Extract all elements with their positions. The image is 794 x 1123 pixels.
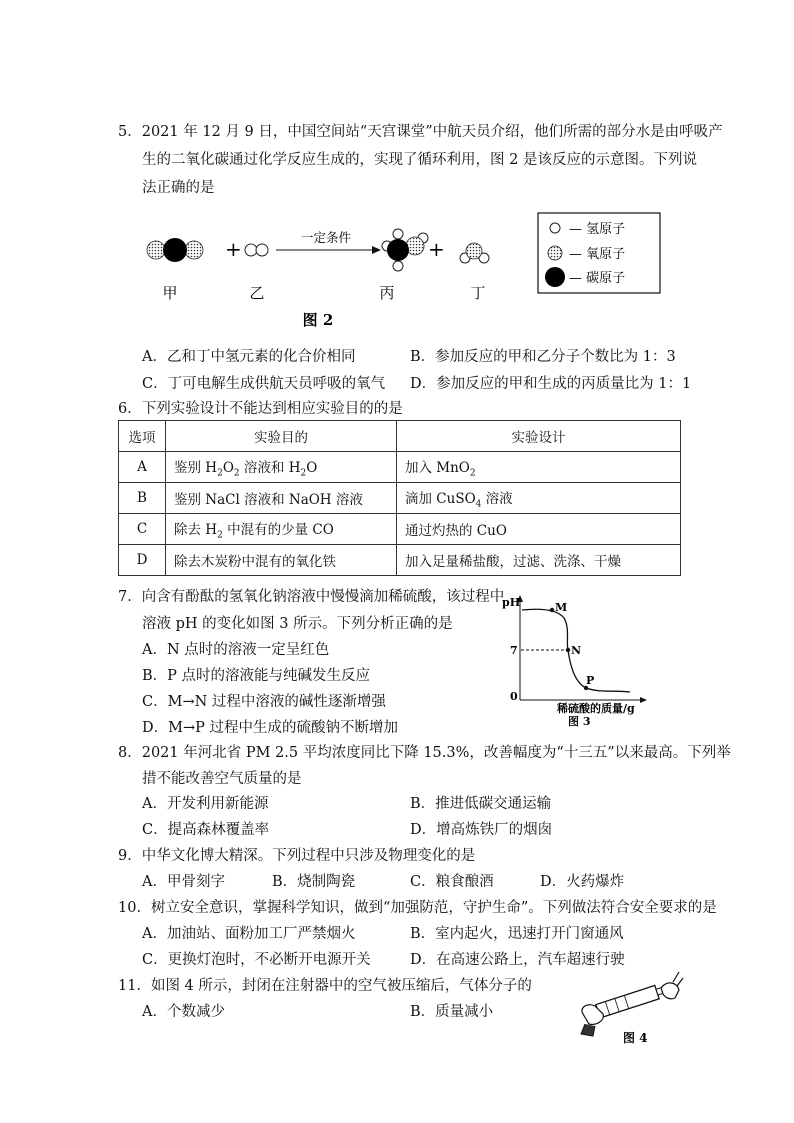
y-tick-7: 7 [510, 644, 518, 657]
row-design: 滴加 CuSO$_4$ 溶液 [397, 483, 681, 514]
q8-option-c: C．提高森林覆盖率 [142, 822, 270, 838]
y-axis-label: pH [502, 596, 521, 609]
row-option: A [119, 452, 166, 483]
row-purpose: 除去木炭粉中混有的氧化铁 [166, 545, 397, 576]
label-bing: 丙 [379, 284, 395, 302]
q5-line1: 5．2021 年 12 月 9 日，中国空间站“天宫课堂”中航天员介绍，他们所需的部分水是由呼吸产 [118, 124, 723, 140]
table-row [119, 483, 681, 514]
row-design: 加入 MnO$_2$ [397, 452, 681, 483]
q11-option-a: A．个数减少 [142, 1004, 225, 1020]
syringe-figure [575, 968, 685, 1048]
right-hand-icon [661, 983, 679, 999]
q5-line2: 生的二氧化碳通过化学反应生成的，实现了循环利用，图 2 是该反应的示意图。下列说 [142, 152, 697, 168]
point-n-label: N [571, 644, 582, 657]
legend-carbon: — 碳原子 [569, 271, 626, 286]
co2-molecule [147, 238, 203, 262]
point-n-dot [566, 648, 570, 652]
q11-option-b: B．质量减小 [410, 1004, 494, 1020]
q10-stem: 10．树立安全意识，掌握科学知识，做到“加强防范，守护生命”。下列做法符合安全要求的是 [118, 900, 717, 916]
point-m-dot [550, 608, 554, 612]
experiment-table [118, 420, 681, 576]
table-header-row [119, 421, 681, 452]
q8-option-a: A．开发利用新能源 [142, 796, 269, 812]
h2-molecule [245, 244, 268, 256]
q10-option-d: D．在高速公路上，汽车超速行驶 [410, 952, 625, 968]
q9-stem: 9．中华文化博大精深。下列过程中只涉及物理变化的是 [118, 848, 476, 864]
row-design: 加入足量稀盐酸，过滤、洗涤、干燥 [397, 545, 681, 576]
label-ding: 丁 [470, 284, 486, 302]
q5-option-d: D．参加反应的甲和生成的丙质量比为 1：1 [410, 376, 692, 392]
legend-oxygen: — 氧原子 [569, 247, 626, 262]
q8-option-b: B．推进低碳交通运输 [410, 796, 552, 812]
row-option: C [119, 514, 166, 545]
q6-stem: 6．下列实验设计不能达到相应实验目的的是 [118, 401, 403, 417]
row-option: B [119, 483, 166, 514]
methanol-molecule [382, 229, 428, 271]
left-sleeve-icon [581, 1024, 595, 1036]
q8-option-d: D．增高炼铁厂的烟囱 [410, 822, 553, 838]
q7-line2: 溶液 pH 的变化如图 3 所示。下列分析正确的是 [142, 616, 453, 632]
q7-option-c: C．M→N 过程中溶液的碱性逐渐增强 [142, 694, 386, 710]
figure-2-caption: 图 2 [302, 311, 334, 329]
q7-option-d: D．M→P 过程中生成的硫酸钠不断增加 [142, 720, 398, 736]
q9-option-b: B．烧制陶瓷 [272, 874, 356, 890]
header-option: 选项 [119, 421, 166, 452]
atom-legend [538, 213, 660, 293]
label-jia: 甲 [162, 284, 178, 302]
q9-option-d: D．火药爆炸 [540, 874, 625, 890]
q8-line2: 措不能改善空气质量的是 [142, 771, 302, 787]
row-option: D [119, 545, 166, 576]
water-molecule [460, 243, 489, 263]
plus-sign-2: + [428, 237, 445, 261]
q11-stem: 11．如图 4 所示，封闭在注射器中的空气被压缩后，气体分子的 [118, 978, 532, 994]
q8-line1: 8．2021 年河北省 PM 2.5 平均浓度同比下降 15.3%，改善幅度为“十三五”以来最高。下列举 [118, 745, 731, 761]
origin-label: 0 [510, 690, 518, 703]
table-row [119, 514, 681, 545]
q5-option-c: C．丁可电解生成供航天员呼吸的氧气 [142, 376, 386, 392]
label-yi: 乙 [249, 284, 265, 302]
point-m-label: M [555, 601, 568, 614]
q5-option-b: B．参加反应的甲和乙分子个数比为 1：3 [410, 349, 676, 365]
figure-4-caption: 图 4 [623, 1031, 648, 1045]
q5-option-a: A．乙和丁中氢元素的化合价相同 [142, 349, 356, 365]
x-axis-label: 稀硫酸的质量/g [557, 702, 635, 715]
header-purpose: 实验目的 [166, 421, 397, 452]
row-design: 通过灼热的 CuO [397, 514, 681, 545]
reaction-diagram [130, 210, 690, 335]
table-row [119, 545, 681, 576]
legend-hydrogen: — 氢原子 [569, 222, 626, 237]
ph-chart [500, 592, 650, 730]
q10-option-b: B．室内起火，迅速打开门窗通风 [410, 926, 624, 942]
condition-label: 一定条件 [300, 230, 352, 245]
figure-3-caption: 图 3 [568, 715, 591, 728]
row-purpose: 除去 $H_2$ 中混有的少量 CO [166, 514, 397, 545]
q9-option-a: A．甲骨刻字 [142, 874, 225, 890]
q7-option-a: A．N 点时的溶液一定呈红色 [142, 642, 330, 658]
table-row [119, 452, 681, 483]
q5-line3: 法正确的是 [142, 180, 215, 196]
header-design: 实验设计 [397, 421, 681, 452]
point-p-label: P [586, 674, 595, 687]
q7-line1: 7．向含有酚酞的氢氧化钠溶液中慢慢滴加稀硫酸，该过程中 [118, 589, 505, 605]
q7-option-b: B．P 点时的溶液能与纯碱发生反应 [142, 668, 371, 684]
q10-option-c: C．更换灯泡时，不必断开电源开关 [142, 952, 371, 968]
q9-option-c: C．粮食酿酒 [410, 874, 494, 890]
row-purpose: 鉴别 NaCl 溶液和 NaOH 溶液 [166, 483, 397, 514]
q10-option-a: A．加油站、面粉加工厂严禁烟火 [142, 926, 356, 942]
plus-sign-1: + [225, 237, 242, 261]
row-purpose: 鉴别 $H_2O_2$ 溶液和 $H_2O$ [166, 452, 397, 483]
